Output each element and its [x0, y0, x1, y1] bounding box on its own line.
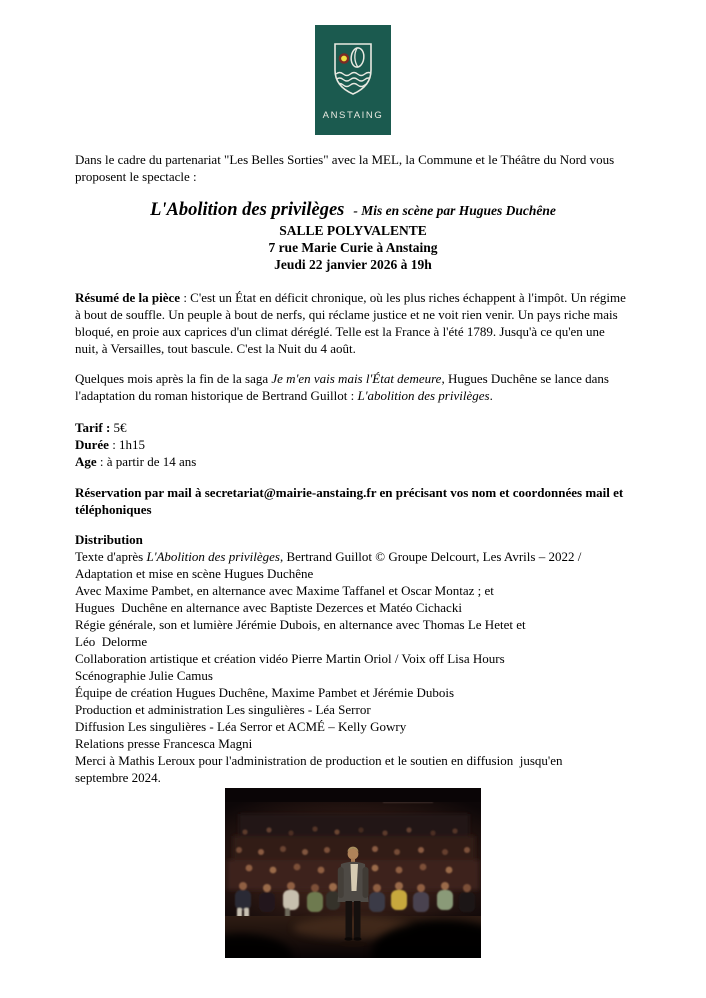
distribution-line: Équipe de création Hugues Duchêne, Maxime Pambet et Jérémie Dubois: [75, 685, 455, 700]
synopsis-paragraph: [75, 289, 631, 357]
context-mid: Hugues Duchêne se lance dans l'adaptation du roman historique de Bertrand Guillot :: [75, 371, 609, 403]
distribution-line: Diffusion Les singulières - Léa Serror et ACMÉ – Kelly Gowry: [75, 719, 407, 734]
anstaing-logo: [315, 25, 391, 135]
intro-text: Dans le cadre du partenariat "Les Belles Sorties" avec la MEL, la Commune et le Théâtre du Nord vous proposent le spectacle :: [75, 152, 615, 184]
show-title-main: L'Abolition des privilèges: [150, 200, 345, 220]
distribution-lines: [75, 582, 631, 786]
duree-label: Durée: [75, 437, 109, 452]
distribution-first-post: , Bertrand Guillot © Groupe Delcourt, Les Avrils – 2022 / Adaptation et mise en scène Hugues Duchêne: [75, 549, 582, 581]
context-post: .: [489, 388, 493, 403]
datetime-line: Jeudi 22 janvier 2026 à 19h: [274, 257, 432, 272]
distribution-line: septembre 2024.: [75, 770, 161, 785]
distribution-heading: Distribution: [75, 532, 143, 547]
distribution-first-pre: Texte d'après: [75, 549, 147, 564]
duree-value: : 1h15: [108, 437, 146, 452]
tarif-row: [75, 419, 631, 436]
venue-line: SALLE POLYVALENTE: [279, 223, 427, 238]
context-pre: Quelques mois après la fin de la saga: [75, 371, 272, 386]
distribution-line: Hugues Duchêne en alternance avec Baptiste Dezerces et Matéo Cichacki: [75, 600, 462, 615]
age-label: Age: [75, 454, 97, 469]
tarif-label: Tarif :: [75, 420, 111, 435]
address-line: 7 rue Marie Curie à Anstaing: [268, 240, 438, 255]
synopsis-label: Résumé de la pièce: [75, 290, 181, 305]
distribution-line: Production et administration Les singulières - Léa Serror: [75, 702, 371, 717]
context-novel-title: L'abolition des privilèges: [357, 388, 490, 403]
distribution-line: Relations presse Francesca Magni: [75, 736, 253, 751]
age-value: : à partir de 14 ans: [96, 454, 197, 469]
context-saga-title: Je m'en vais mais l'État demeure,: [271, 371, 445, 386]
show-title: [75, 199, 631, 222]
distribution-line: Scénographie Julie Camus: [75, 668, 213, 683]
context-paragraph: [75, 370, 631, 404]
show-title-subtitle: - Mis en scène par Hugues Duchêne: [353, 203, 556, 218]
distribution-line: Léo Delorme: [75, 634, 148, 649]
logo-wordmark: ANSTAING: [322, 110, 384, 121]
synopsis-text: : C'est un État en déficit chronique, où les plus riches échappent à l'impôt. Un régime à bout de souffle. Un peuple à bout de nerfs, qui réclame justice et ne voit rien venir. Un pays riche mais bloqué, en proie aux caprices d'un climat déréglé. Telle est la France à l'été 1789. Jusqu'à ce qu'en une nuit, à Versailles, tout bascule. C'est la Nuit du 4 août.: [75, 290, 626, 356]
duree-row: [75, 436, 631, 453]
distribution-line: Régie générale, son et lumière Jérémie Dubois, en alternance avec Thomas Le Hetet et: [75, 617, 526, 632]
distribution-line: Collaboration artistique et création vidéo Pierre Martin Oriol / Voix off Lisa Hours: [75, 651, 505, 666]
shield-sun-wave-icon: [330, 41, 376, 103]
practical-details: [75, 419, 631, 470]
distribution-first-line: [75, 548, 631, 582]
performance-photo: [225, 788, 481, 958]
distribution-work-title: L'Abolition des privilèges: [146, 549, 280, 564]
distribution-line: Avec Maxime Pambet, en alternance avec Maxime Taffanel et Oscar Montaz ; et: [75, 583, 494, 598]
age-row: [75, 453, 631, 470]
tarif-value: 5€: [110, 420, 127, 435]
distribution-line: Merci à Mathis Leroux pour l'administration de production et le soutien en diffusion jusqu'en: [75, 753, 563, 768]
reservation-text: Réservation par mail à secretariat@mairie-anstaing.fr en précisant vos nom et coordonnées mail et téléphoniques: [75, 485, 624, 517]
